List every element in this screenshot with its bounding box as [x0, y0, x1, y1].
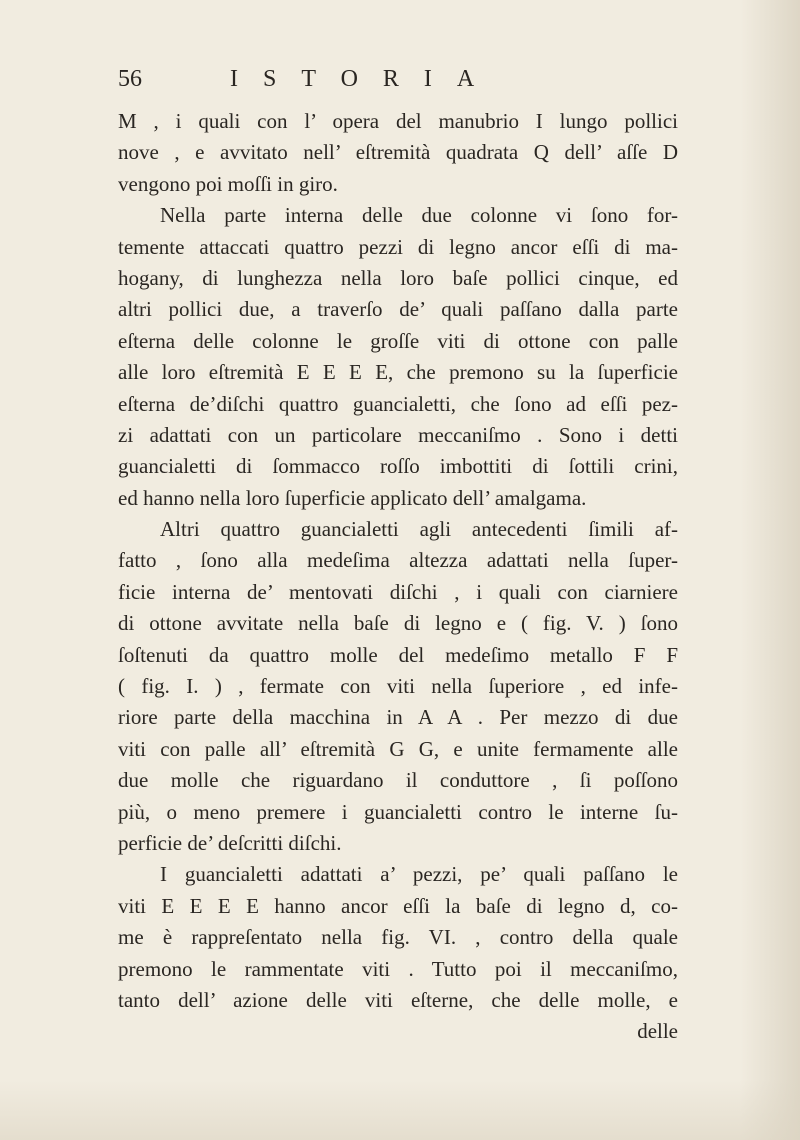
text-line: Nella parte interna delle due colonne vi ſono for-: [160, 203, 678, 228]
text-line: M , i quali con l’ opera del manubrio I lungo pollici: [118, 109, 678, 133]
text-line: più, o meno premere i guancialetti contro le interne ſu-: [118, 799, 678, 824]
text-line: me è rappreſentato nella fig. VI. , contro della quale: [118, 925, 678, 950]
text-line: eſterna delle colonne le groſſe viti di ottone con palle: [118, 328, 678, 353]
text-line: ficie interna de’ mentovati diſchi , i quali con ciarniere: [118, 579, 678, 604]
text-line: nove , e avvitato nell’ eſtremità quadrata Q dell’ aſſe D: [118, 140, 678, 165]
text-line: riore parte della macchina in A A . Per mezzo di due: [118, 705, 678, 730]
text-line: due molle che riguardano il conduttore , ſi poſſono: [118, 768, 678, 793]
text-line: ( fig. I. ) , fermate con viti nella ſuperiore , ed infe-: [118, 674, 678, 699]
text-line: fatto , ſono alla medeſima altezza adattati nella ſuper-: [118, 548, 678, 573]
text-line: eſterna de’diſchi quattro guancialetti, che ſono ad eſſi pez-: [118, 391, 678, 416]
text-line: ſoſtenuti da quattro molle del medeſimo metallo F F: [118, 642, 678, 667]
text-line: hogany, di lunghezza nella loro baſe pollici cinque, ed: [118, 265, 678, 290]
text-line: viti E E E E hanno ancor eſſi la baſe di legno d, co-: [118, 893, 678, 918]
text-line: ed hanno nella loro ſuperficie applicato dell’ amalgama.: [118, 485, 587, 510]
text-line: viti con palle all’ eſtremità G G, e unite fermamente alle: [118, 736, 678, 761]
text-line: Altri quattro guancialetti agli antecedenti ſimili af-: [160, 517, 678, 542]
text-line: perficie de’ deſcritti diſchi.: [118, 830, 342, 855]
text-line: tanto dell’ azione delle viti eſterne, che delle molle, e: [118, 987, 678, 1012]
text-line: I guancialetti adattati a’ pezzi, pe’ quali paſſano le: [160, 862, 678, 887]
text-line: zi adattati con un particolare meccaniſmo . Sono i detti: [118, 422, 678, 447]
text-line: guancialetti di ſommacco roſſo imbottiti di ſottili crini,: [118, 454, 678, 479]
text-line: altri pollici due, a traverſo de’ quali paſſano dalla parte: [118, 297, 678, 322]
page-number: 56: [118, 66, 142, 92]
text-line: temente attaccati quattro pezzi di legno ancor eſſi di ma-: [118, 234, 678, 259]
text-line: vengono poi moſſi in giro.: [118, 171, 338, 196]
text-line: di ottone avvitate nella baſe di legno e ( fig. V. ) ſono: [118, 611, 678, 636]
catchword: delle: [637, 1019, 678, 1044]
body-text: [118, 106, 678, 1048]
running-title: ISTORIA: [230, 66, 500, 92]
text-line: alle loro eſtremità E E E E, che premono su la ſuperficie: [118, 360, 678, 385]
text-line: premono le rammentate viti . Tutto poi il meccaniſmo,: [118, 956, 678, 981]
page-edge-shadow: [740, 0, 800, 1140]
page-bottom-shadow: [0, 1080, 800, 1140]
page-header: [118, 66, 678, 106]
